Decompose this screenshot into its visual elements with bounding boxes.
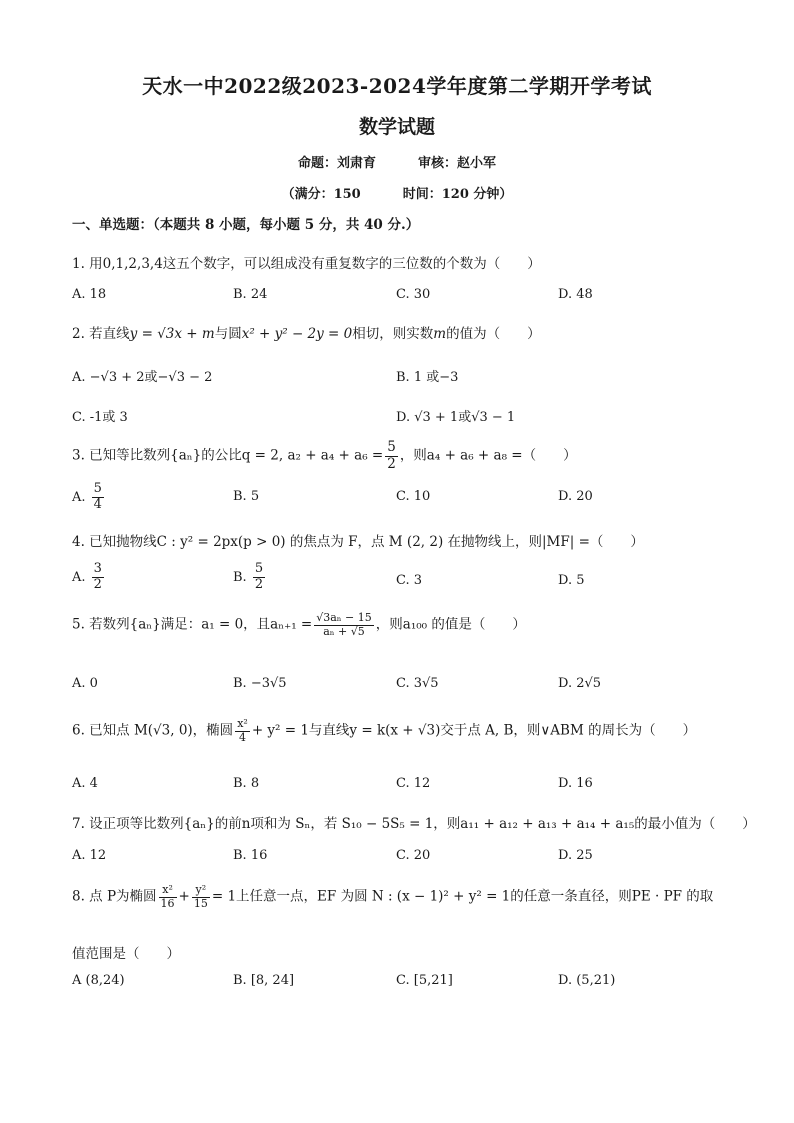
question-4: 4. 已知抛物线C : y² = 2px(p > 0) 的焦点为 F，点 M (2, 2) 在抛物线上，则|MF| =（ ） xyxy=(72,534,644,550)
q7-option-c: C. 20 xyxy=(396,848,431,863)
question-3: 3. 已知等比数列{aₙ}的公比q = 2, a₂ + a₄ + a₆ = $\frac{5}{2}$ ，则a₄ + a₆ + a₈ =（ ） xyxy=(72,439,577,472)
q4-option-b: B. $\frac{5}{2}$ xyxy=(233,561,264,592)
q7-option-d: D. 25 xyxy=(558,848,593,863)
q5-option-c: C. 3√5 xyxy=(396,676,439,691)
q6-option-c: C. 12 xyxy=(396,776,431,791)
q8-option-c: C. [5,21] xyxy=(396,973,453,988)
question-7: 7. 设正项等比数列{aₙ}的前n项和为 Sₙ，若 S₁₀ − 5S₅ = 1，则a₁₁ + a₁₂ + a₁₃ + a₁₄ + a₁₅的最小值为（ ） xyxy=(72,816,756,832)
fraction: $\frac{5}{2}$ xyxy=(254,561,264,592)
fraction: $\frac{5}{2}$ xyxy=(387,439,396,472)
q3-option-c: C. 10 xyxy=(396,489,431,504)
q3-option-d: D. 20 xyxy=(558,489,593,504)
fraction: $\frac{\text{√3aₙ − 15}}{\text{aₙ + √5}}$ xyxy=(316,611,372,638)
q2-option-a: A. −√3 + 2或−√3 − 2 xyxy=(72,370,213,385)
q3-option-b: B. 5 xyxy=(233,489,260,504)
question-8: 8. 点 P为椭圆 $\frac{\text{x²}}{16}$ + $\frac{\text{y²}}{15}$ = 1上任意一点，EF 为圆 N : (x − 1)² + y² = 1的任意一条直径，则PE · PF 的取 xyxy=(72,883,714,910)
fraction: $\frac{\text{y²}}{15}$ xyxy=(193,883,208,910)
fraction: $\frac{5}{4}$ xyxy=(93,481,102,512)
fraction: $\frac{3}{2}$ xyxy=(93,561,102,592)
exam-credits xyxy=(0,152,794,171)
q3-option-a: A. $\frac{5}{4}$ xyxy=(72,481,102,512)
exam-info xyxy=(0,183,794,202)
question-1: 1. 用0,1,2,3,4这五个数字，可以组成没有重复数字的三位数的个数为（ ） xyxy=(72,256,541,272)
q2-option-c: C. -1或 3 xyxy=(72,410,128,425)
time-limit-text: 时间：120 分钟） xyxy=(402,187,513,202)
q4-option-a: A. $\frac{3}{2}$ xyxy=(72,561,102,592)
question-6: 6. 已知点 M(√3, 0)，椭圆 $\frac{\text{x²}}{4}$ + y² = 1与直线y = k(x + √3)交于点 A, B，则∨ABM 的周长为（ ） xyxy=(72,717,697,744)
q7-option-b: B. 16 xyxy=(233,848,268,863)
q4-option-c: C. 3 xyxy=(396,573,423,588)
q5-option-d: D. 2√5 xyxy=(558,676,602,691)
q5-option-b: B. −3√5 xyxy=(233,676,287,691)
q2-option-d: D. √3 + 1或√3 − 1 xyxy=(396,410,516,425)
fraction: $\frac{\text{x²}}{16}$ xyxy=(160,883,175,910)
q8-option-b: B. [8, 24] xyxy=(233,973,295,988)
q6-option-b: B. 8 xyxy=(233,776,260,791)
q2-option-b: B. 1 或−3 xyxy=(396,370,459,385)
exam-subtitle: 数学试题 xyxy=(358,116,435,138)
exam-title: 天水一中2022级2023-2024学年度第二学期开学考试 xyxy=(142,74,652,98)
section-title: 一、单选题：（本题共 8 小题，每小题 5 分，共 40 分.） xyxy=(72,217,420,233)
q8-option-a: A (8,24) xyxy=(72,973,125,988)
q7-option-a: A. 12 xyxy=(72,848,107,863)
fraction: $\frac{\text{x²}}{4}$ xyxy=(237,717,248,744)
q1-option-c: C. 30 xyxy=(396,287,431,302)
reviewer-text: 审核：赵小军 xyxy=(418,156,497,171)
q1-option-a: A. 18 xyxy=(72,287,107,302)
q4-option-d: D. 5 xyxy=(558,573,585,588)
q5-option-a: A. 0 xyxy=(72,676,98,691)
author-text: 命题：刘肃育 xyxy=(297,156,376,171)
q6-option-a: A. 4 xyxy=(72,776,98,791)
question-2: 2. 若直线y = √3x + m与圆x² + y² − 2y = 0相切，则实数m的值为（ ） xyxy=(72,326,541,342)
q6-option-d: D. 16 xyxy=(558,776,593,791)
q1-option-d: D. 48 xyxy=(558,287,593,302)
full-score-text: （满分：150 xyxy=(281,187,361,202)
q1-option-b: B. 24 xyxy=(233,287,268,302)
question-8-continued: 值范围是（ ） xyxy=(72,946,180,962)
q8-option-d: D. (5,21) xyxy=(558,973,616,988)
question-5: 5. 若数列{aₙ}满足：a₁ = 0，且aₙ₊₁ = $\frac{\text{√3aₙ − 15}}{\text{aₙ + √5}}$ ，则a₁₀₀ 的值是（ ） xyxy=(72,611,526,638)
